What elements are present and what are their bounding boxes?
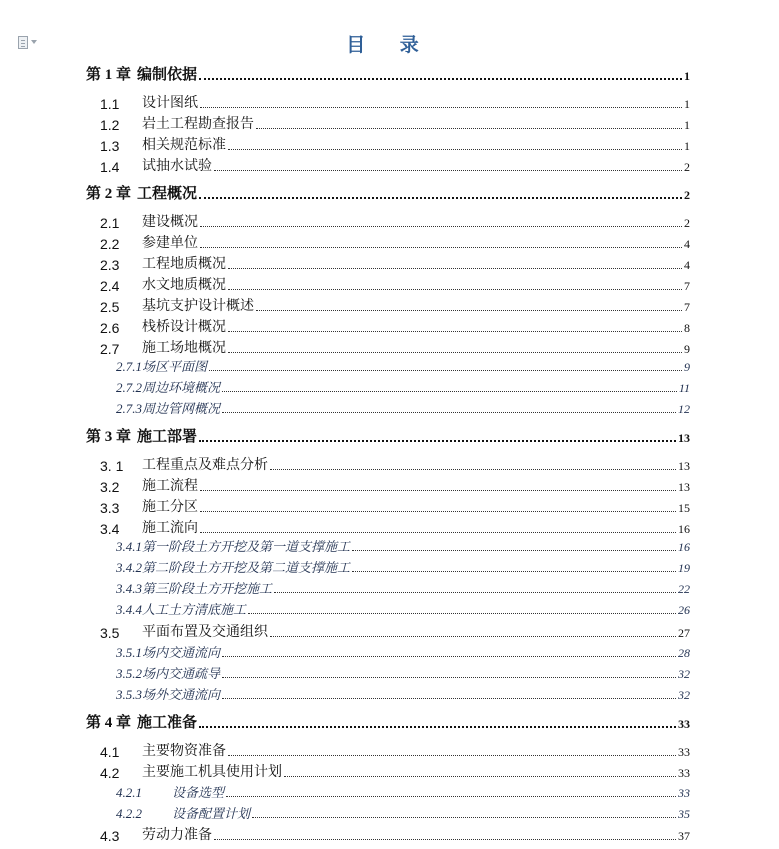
toc-entry-level2[interactable]: [86, 318, 690, 336]
toc-page-number: 1: [684, 118, 690, 132]
toc-page-number: 26: [678, 603, 690, 617]
toc-entry-label: 建设概况: [142, 214, 198, 230]
toc-page-number: 33: [678, 717, 690, 731]
toc-leader-dots: [228, 331, 682, 332]
toc-page-number: 16: [678, 522, 690, 536]
toc-leader-dots: [284, 776, 676, 777]
toc-leader-dots: [270, 469, 676, 470]
toc-entry-label: 场外交通流向: [142, 688, 221, 703]
toc-entry-label: 第三阶段土方开挖施工: [142, 582, 273, 597]
toc-entry-number: 2.7: [100, 341, 120, 357]
toc-entry-label: 施工准备: [137, 713, 198, 731]
toc-entry-level2[interactable]: [86, 255, 690, 273]
toc-entry-number: 1.2: [100, 117, 120, 133]
toc-leader-dots: [352, 571, 676, 572]
toc-page-number: 33: [678, 745, 690, 759]
toc-page-number: 1: [684, 139, 690, 153]
toc-entry-number: 4.3: [100, 828, 120, 844]
toc-entry-label: 施工部署: [137, 427, 198, 445]
toc-entry-level3[interactable]: [86, 559, 690, 576]
toc-entry-level3[interactable]: [86, 379, 690, 396]
toc-entry-label: 试抽水试验: [142, 158, 212, 174]
toc-leader-dots: [222, 412, 676, 413]
toc-leader-dots: [199, 197, 682, 199]
toc-entry-level2[interactable]: [86, 339, 690, 357]
toc-entry-level3[interactable]: [86, 805, 690, 822]
toc-leader-dots: [352, 550, 676, 551]
toc-page-number: 9: [684, 342, 690, 356]
toc-entry-label: 施工场地概况: [142, 340, 226, 356]
toc-entry-label: 场区平面图: [142, 360, 208, 375]
toc-entry-level2[interactable]: [86, 276, 690, 294]
toc-entry-number: 3.5: [100, 625, 120, 641]
toc-entry-number: 2.4: [100, 278, 120, 294]
toc-entry-label: 施工流向: [142, 520, 198, 536]
toc-entry-level2[interactable]: [86, 213, 690, 231]
toc-leader-dots: [200, 511, 676, 512]
toc-leader-dots: [222, 677, 676, 678]
toc-entry-level1[interactable]: [86, 66, 690, 84]
toc-entry-label: 栈桥设计概况: [142, 319, 226, 335]
toc-entry-number: 1.1: [100, 96, 120, 112]
toc-leader-dots: [222, 391, 677, 392]
toc-entry-number: 3.4.2: [116, 560, 142, 575]
toc-page-number: 27: [678, 626, 690, 640]
toc-entry-level3[interactable]: [86, 601, 690, 618]
toc-page-number: 19: [678, 561, 690, 575]
toc-entry-number: 3. 1: [100, 458, 124, 474]
toc-page-number: 13: [678, 480, 690, 494]
toc-entry-label: 相关规范标准: [142, 137, 226, 153]
toc-page-number: 16: [678, 540, 690, 554]
toc-leader-dots: [200, 107, 682, 108]
toc-leader-dots: [228, 149, 682, 150]
toc-entry-level1[interactable]: [86, 428, 690, 446]
toc-entry-number: 3.5.2: [116, 666, 142, 681]
toc-entry-label: 工程重点及难点分析: [142, 457, 268, 473]
toc-page-number: 22: [678, 582, 690, 596]
toc-entry-label: 第一阶段土方开挖及第一道支撑施工: [142, 540, 351, 555]
toc-entry-number: 2.3: [100, 257, 120, 273]
toc-entry-label: 周边环境概况: [142, 381, 221, 396]
toc-entry-number: 3.2: [100, 479, 120, 495]
toc-leader-dots: [209, 370, 682, 371]
toc-page-number: 1: [684, 69, 690, 83]
toc-leader-dots: [270, 636, 676, 637]
toc-entry-label: 参建单位: [142, 235, 198, 251]
toc-page-number: 13: [678, 459, 690, 473]
toc-leader-dots: [222, 656, 676, 657]
toc-page-number: 33: [678, 786, 690, 800]
toc-entry-level2[interactable]: [86, 477, 690, 495]
toc-page-number: 8: [684, 321, 690, 335]
toc-leader-dots: [228, 268, 682, 269]
toc-entry-number: 第 1 章: [86, 67, 132, 83]
toc-entry-label: 场内交通流向: [142, 646, 221, 661]
toc-entry-label: 设备配置计划: [172, 807, 251, 822]
toc-entry-level2[interactable]: [86, 763, 690, 781]
toc-entry-number: 4.2: [100, 765, 120, 781]
toc-page-number: 4: [684, 237, 690, 251]
toc-entry-level3[interactable]: [86, 400, 690, 417]
toc-entry-label: 主要物资准备: [142, 743, 226, 759]
toc-entry-label: 第二阶段土方开挖及第二道支撑施工: [142, 561, 351, 576]
toc-leader-dots: [226, 796, 676, 797]
toc-entry-number: 2.1: [100, 215, 120, 231]
toc-page-number: 2: [684, 160, 690, 174]
toc-entry-number: 3.4.3: [116, 581, 142, 596]
toc-page-number: 37: [678, 829, 690, 843]
toc-leader-dots: [200, 226, 682, 227]
page-title: 目 录: [346, 34, 433, 56]
toc-entry-number: 1.4: [100, 159, 120, 175]
toc-entry-number: 4.1: [100, 744, 120, 760]
toc-entry-level3[interactable]: [86, 580, 690, 597]
toc-page-number: 15: [678, 501, 690, 515]
toc-entry-level2[interactable]: [86, 623, 690, 641]
toc-entry-number: 2.6: [100, 320, 120, 336]
toc-leader-dots: [256, 310, 682, 311]
toc-page-number: 12: [678, 402, 690, 416]
toc-leader-dots: [248, 613, 676, 614]
toc-entry-label: 施工流程: [142, 478, 198, 494]
toc-leader-dots: [252, 817, 676, 818]
toc-page-number: 32: [678, 688, 690, 702]
toc-entry-number: 4.2.2: [116, 806, 142, 821]
toc-entry-label: 劳动力准备: [142, 827, 212, 843]
toc-entry-level3[interactable]: [86, 686, 690, 703]
toc-entry-level3[interactable]: [86, 358, 690, 375]
toc-page-number: 11: [678, 381, 690, 395]
toc-entry-label: 编制依据: [137, 65, 198, 83]
toc-entry-level3[interactable]: [86, 644, 690, 661]
toc-entry-label: 施工分区: [142, 499, 198, 515]
toc-entry-level2[interactable]: [86, 94, 690, 112]
toc-leader-dots: [222, 698, 676, 699]
toc-entry-level2[interactable]: [86, 297, 690, 315]
toc-entry-level2[interactable]: [86, 826, 690, 844]
toc-entry-number: 3.5.3: [116, 687, 142, 702]
toc-entry-level2[interactable]: [86, 456, 690, 474]
toc-entry-number: 第 3 章: [86, 429, 132, 445]
toc-entry-level2[interactable]: [86, 498, 690, 516]
toc-entry-level2[interactable]: [86, 234, 690, 252]
toc-page-number: 1: [684, 97, 690, 111]
toc-entry-label: 水文地质概况: [142, 277, 226, 293]
toc-entry-level3[interactable]: [86, 538, 690, 555]
toc-entry-number: 2.2: [100, 236, 120, 252]
toc-leader-dots: [214, 170, 682, 171]
toc-entry-level2[interactable]: [86, 519, 690, 537]
toc-entry-number: 第 2 章: [86, 186, 132, 202]
toc-entry-label: 基坑支护设计概述: [142, 298, 254, 314]
toc-entry-number: 3.4.1: [116, 539, 142, 554]
toc-leader-dots: [228, 352, 682, 353]
toc-entry-label: 岩土工程勘查报告: [142, 116, 254, 132]
toc-page-number: 9: [684, 360, 690, 374]
toc-page-number: 32: [678, 667, 690, 681]
toc-leader-dots: [199, 440, 676, 442]
toc-entry-level3[interactable]: [86, 665, 690, 682]
toc-entry-level3[interactable]: [86, 784, 690, 801]
toc-entry-number: 第 4 章: [86, 715, 132, 731]
toc-entry-level1[interactable]: [86, 185, 690, 203]
toc-leader-dots: [228, 755, 676, 756]
toc-entry-number: 2.7.1: [116, 359, 142, 374]
toc-leader-dots: [228, 289, 682, 290]
toc-page-number: 35: [678, 807, 690, 821]
toc-page-number: 2: [684, 188, 690, 202]
toc-leader-dots: [200, 247, 682, 248]
toc-entry-label: 工程地质概况: [142, 256, 226, 272]
toc-entry-number: 3.5.1: [116, 645, 142, 660]
toc-entry-number: 3.4: [100, 521, 120, 537]
toc-entry-level2[interactable]: [86, 157, 690, 175]
toc-entry-number: 1.3: [100, 138, 120, 154]
toc-entry-label: 主要施工机具使用计划: [142, 764, 282, 780]
toc-page-number: 4: [684, 258, 690, 272]
toc-entry-label: 场内交通疏导: [142, 667, 221, 682]
toc-page-number: 28: [678, 646, 690, 660]
toc-leader-dots: [274, 592, 676, 593]
toc-leader-dots: [214, 839, 676, 840]
toc-entry-number: 2.5: [100, 299, 120, 315]
toc-entry-level2[interactable]: [86, 742, 690, 760]
toc-page-number: 7: [684, 279, 690, 293]
toc-entry-label: 周边管网概况: [142, 402, 221, 417]
toc-page-number: 33: [678, 766, 690, 780]
toc-entry-label: 人工土方清底施工: [142, 603, 247, 618]
toc-entry-label: 平面布置及交通组织: [142, 624, 268, 640]
toc-entry-level1[interactable]: [86, 714, 690, 732]
toc-entry-label: 工程概况: [137, 184, 198, 202]
toc-entry-number: 3.3: [100, 500, 120, 516]
toc-leader-dots: [200, 490, 676, 491]
toc-entry-label: 设备选型: [172, 786, 225, 801]
toc-page-number: 13: [678, 431, 690, 445]
toc-entry-level2[interactable]: [86, 115, 690, 133]
toc-leader-dots: [199, 726, 676, 728]
toc-entry-number: 3.4.4: [116, 602, 142, 617]
toc-page-number: 7: [684, 300, 690, 314]
toc-entry-number: 4.2.1: [116, 785, 142, 800]
toc-entry-level2[interactable]: [86, 136, 690, 154]
toc-leader-dots: [256, 128, 682, 129]
toc-entry-number: 2.7.3: [116, 401, 142, 416]
toc-leader-dots: [200, 532, 676, 533]
toc-entry-number: 2.7.2: [116, 380, 142, 395]
toc-entry-label: 设计图纸: [142, 95, 198, 111]
toc-leader-dots: [199, 78, 682, 80]
toc-page-number: 2: [684, 216, 690, 230]
